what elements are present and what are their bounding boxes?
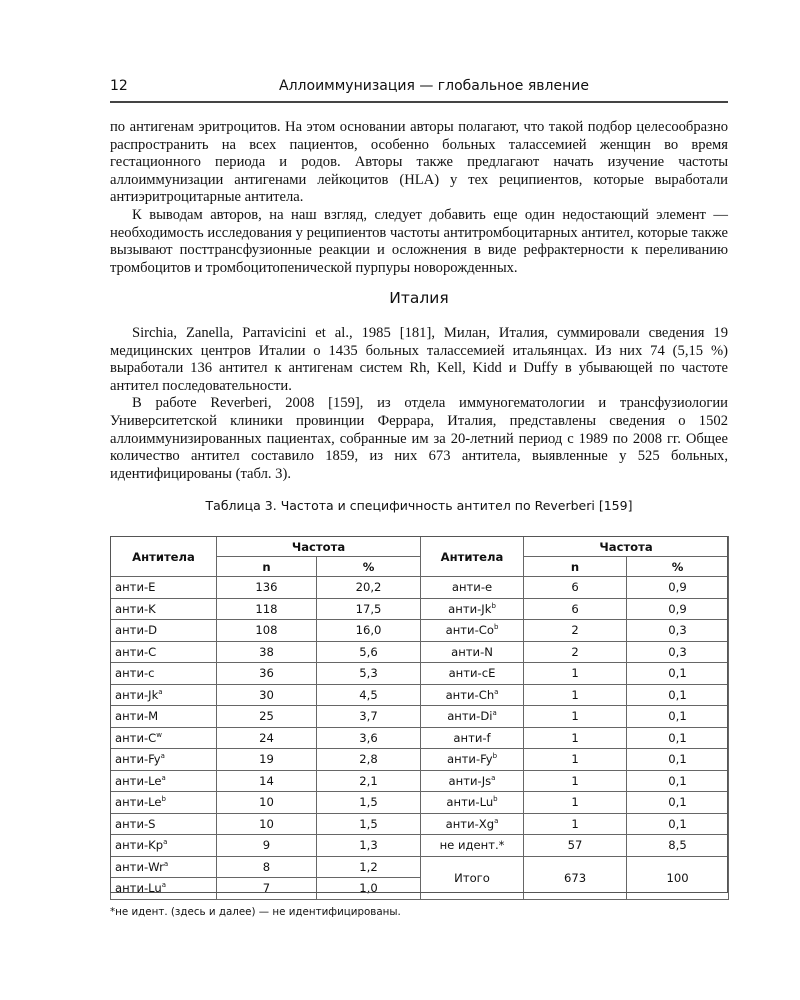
- percent-cell: 8,5: [627, 835, 729, 857]
- antibody-name: [421, 577, 524, 599]
- antibody-base: анти-e: [451, 580, 493, 595]
- percent-cell: 0,3: [627, 620, 729, 642]
- antibody-name: [111, 878, 217, 900]
- antibody-name: [111, 727, 217, 749]
- antibody-base: анти-Lu: [115, 881, 162, 896]
- antibody-name: [111, 663, 217, 685]
- antibody-name: [111, 577, 217, 599]
- antibody-name: [421, 663, 524, 685]
- table-row: [111, 770, 729, 792]
- percent-cell: 2,1: [317, 770, 421, 792]
- table-row: [111, 813, 729, 835]
- table-row: [111, 598, 729, 620]
- count-cell: 1: [524, 706, 627, 728]
- count-cell: 7: [217, 878, 317, 900]
- column-header-percent: %: [317, 557, 421, 577]
- column-header-n: n: [217, 557, 317, 577]
- antibody-base: анти-N: [451, 644, 493, 659]
- antibody-base: анти-Le: [115, 773, 162, 788]
- antibody-name: [421, 641, 524, 663]
- antibody-name: [421, 598, 524, 620]
- antigen-superscript: a: [494, 687, 499, 696]
- antigen-superscript: a: [492, 709, 497, 718]
- column-header-antibody: Антитела: [111, 537, 217, 577]
- antibody-name: [111, 620, 217, 642]
- percent-cell: 0,1: [627, 792, 729, 814]
- count-cell: 24: [217, 727, 317, 749]
- antigen-superscript: a: [163, 859, 169, 868]
- antibody-name: [421, 792, 524, 814]
- percent-cell: 3,7: [317, 706, 421, 728]
- antibody-base: анти-C: [115, 730, 157, 745]
- antigen-superscript: a: [161, 881, 167, 890]
- percent-cell: 3,6: [317, 727, 421, 749]
- antibody-base: анти-Xg: [445, 816, 495, 831]
- table-row: [111, 792, 729, 814]
- column-header-frequency: Частота: [217, 537, 421, 557]
- antigen-superscript: a: [161, 773, 166, 782]
- column-header-percent: %: [627, 557, 729, 577]
- count-cell: 1: [524, 749, 627, 771]
- header-rule: [110, 101, 728, 103]
- antigen-superscript: b: [492, 752, 498, 761]
- table-caption: Таблица 3. Частота и специфичность антител по Reverberi [159]: [205, 498, 633, 513]
- table-row: [111, 577, 729, 599]
- count-cell: 1: [524, 813, 627, 835]
- percent-cell: 0,1: [627, 813, 729, 835]
- antigen-superscript: a: [158, 687, 163, 696]
- antigen-superscript: b: [493, 623, 499, 632]
- antibody-base: анти-Wr: [115, 859, 164, 874]
- antigen-superscript: a: [491, 773, 496, 782]
- count-cell: 30: [217, 684, 317, 706]
- running-title: Аллоиммунизация — глобальное явление: [279, 78, 589, 94]
- paragraph: по антигенам эритроцитов. На этом основании авторы полагают, что такой подбор целесообразно распространить на всех пациентов, особенно больных талассемией женщин во время гестационного периода и родов. Авторы также предлагают начать изучение частоты аллоиммунизации антигенами лейкоцитов (HLA) у тех реципиентов, которые выработали антиэритроцитарные антитела.: [110, 119, 728, 206]
- page-number: 12: [110, 78, 128, 94]
- antigen-superscript: a: [160, 752, 165, 761]
- antibody-base: анти-S: [115, 816, 156, 831]
- percent-cell: 0,1: [627, 684, 729, 706]
- antibody-name: [421, 770, 524, 792]
- count-cell: 1: [524, 792, 627, 814]
- antibody-base: анти-Kp: [115, 838, 164, 853]
- percent-cell: 1,5: [317, 813, 421, 835]
- antibody-base: анти-Jk: [448, 601, 492, 616]
- antibody-name: [111, 598, 217, 620]
- antibody-name: [111, 641, 217, 663]
- count-cell: 6: [524, 577, 627, 599]
- count-cell: 10: [217, 813, 317, 835]
- antibody-frequency-table: [110, 536, 729, 900]
- antibody-name: [111, 856, 217, 878]
- count-cell: 108: [217, 620, 317, 642]
- percent-cell: 2,8: [317, 749, 421, 771]
- percent-cell: 1,5: [317, 792, 421, 814]
- antibody-base: анти-c: [115, 666, 155, 681]
- antibody-base: анти-M: [115, 709, 159, 724]
- percent-cell: 0,9: [627, 598, 729, 620]
- count-cell: 2: [524, 620, 627, 642]
- antigen-superscript: a: [163, 838, 168, 847]
- percent-cell: 0,1: [627, 727, 729, 749]
- table-footnote: *не идент. (здесь и далее) — не идентифицированы.: [110, 906, 401, 918]
- antibody-base: анти-Js: [448, 773, 492, 788]
- column-header-antibody: Антитела: [421, 537, 524, 577]
- section-heading: Италия: [389, 289, 449, 307]
- antigen-superscript: b: [161, 795, 166, 804]
- percent-cell: 4,5: [317, 684, 421, 706]
- count-cell: 2: [524, 641, 627, 663]
- column-header-n: n: [524, 557, 627, 577]
- percent-cell: 17,5: [317, 598, 421, 620]
- count-cell: 118: [217, 598, 317, 620]
- antibody-name: [111, 749, 217, 771]
- count-cell: 1: [524, 663, 627, 685]
- antibody-base: анти-Le: [115, 795, 162, 810]
- table-row: [111, 706, 729, 728]
- antibody-name: [421, 620, 524, 642]
- total-label: Итого: [421, 856, 524, 899]
- percent-cell: 1,2: [317, 856, 421, 878]
- table-row: [111, 835, 729, 857]
- antibody-name: [421, 727, 524, 749]
- count-cell: 9: [217, 835, 317, 857]
- table-row: [111, 641, 729, 663]
- antibody-name: [421, 835, 524, 857]
- antibody-base: анти-Jk: [115, 687, 159, 702]
- count-cell: 38: [217, 641, 317, 663]
- table-row: [111, 684, 729, 706]
- paragraph: В работе Reverberi, 2008 [159], из отдела иммуногематологии и трансфузиологии Университетской клиники провинции Феррара, Италия, представлены сведения о 1502 аллоиммунизированных пациентах, собранные им за 20-летний период с 1989 по 2008 гг. Общее количество антител составило 1859, из них 673 антитела, выявленные у 525 больных, идентифицированы (табл. 3).: [110, 395, 728, 482]
- count-cell: 14: [217, 770, 317, 792]
- percent-cell: 16,0: [317, 620, 421, 642]
- antibody-base: анти-Co: [445, 623, 494, 638]
- antigen-superscript: b: [493, 795, 498, 804]
- percent-cell: 0,1: [627, 770, 729, 792]
- table-row: [111, 727, 729, 749]
- count-cell: 1: [524, 727, 627, 749]
- paragraph: К выводам авторов, на наш взгляд, следует добавить еще один недостающий элемент — необходимость исследования у реципиентов частоты антитромбоцитарных антител, которые также вызывают посттрансфузионные реакции и осложнения в виде рефрактерности к переливанию тромбоцитов и тромбоцитопенической пурпуры новорожденных.: [110, 206, 728, 276]
- antibody-name: [421, 684, 524, 706]
- count-cell: 25: [217, 706, 317, 728]
- percent-cell: 0,9: [627, 577, 729, 599]
- table-row: [111, 620, 729, 642]
- percent-cell: 0,1: [627, 706, 729, 728]
- total-count: 673: [524, 856, 627, 899]
- antibody-base: анти-Fy: [115, 752, 161, 767]
- antibody-name: [421, 706, 524, 728]
- antibody-base: не идент.*: [439, 838, 505, 853]
- table-header-row: [111, 537, 729, 557]
- table-row: [111, 856, 729, 878]
- antibody-name: [111, 792, 217, 814]
- antigen-superscript: w: [156, 730, 162, 739]
- antibody-base: анти-C: [115, 644, 157, 659]
- percent-cell: 0,1: [627, 749, 729, 771]
- percent-cell: 5,3: [317, 663, 421, 685]
- antibody-base: анти-Ch: [445, 687, 495, 702]
- antibody-name: [111, 835, 217, 857]
- antibody-base: анти-f: [453, 730, 491, 745]
- percent-cell: 20,2: [317, 577, 421, 599]
- antibody-base: анти-D: [115, 623, 158, 638]
- percent-cell: 0,1: [627, 663, 729, 685]
- table-row: [111, 663, 729, 685]
- percent-cell: 1,3: [317, 835, 421, 857]
- antibody-name: [421, 813, 524, 835]
- count-cell: 1: [524, 770, 627, 792]
- antibody-base: анти-Fy: [446, 752, 493, 767]
- paragraph: Sirchia, Zanella, Parravicini et al., 1985 [181], Милан, Италия, суммировали сведения 19 медицинских центров Италии о 1435 больных талассемией итальянцах. Из них 74 (5,15 %) выработали 136 антител к антигенам систем Rh, Kell, Kidd и Duffy в убывающей по частоте антител последовательности.: [110, 325, 728, 394]
- antibody-base: анти-cE: [448, 666, 496, 681]
- antibody-base: анти-E: [115, 580, 156, 595]
- antibody-name: [111, 706, 217, 728]
- antibody-base: анти-Di: [447, 709, 493, 724]
- count-cell: 6: [524, 598, 627, 620]
- count-cell: 10: [217, 792, 317, 814]
- antibody-name: [111, 684, 217, 706]
- total-percent: 100: [627, 856, 729, 899]
- count-cell: 136: [217, 577, 317, 599]
- count-cell: 1: [524, 684, 627, 706]
- running-header: [110, 78, 728, 98]
- antibody-base: анти-Lu: [446, 795, 494, 810]
- table-row: [111, 749, 729, 771]
- count-cell: 8: [217, 856, 317, 878]
- count-cell: 57: [524, 835, 627, 857]
- antigen-superscript: a: [494, 816, 499, 825]
- percent-cell: 0,3: [627, 641, 729, 663]
- section-text: [110, 325, 728, 483]
- count-cell: 19: [217, 749, 317, 771]
- percent-cell: 1,0: [317, 878, 421, 900]
- antibody-base: анти-K: [115, 601, 156, 616]
- antibody-name: [421, 749, 524, 771]
- antibody-name: [111, 813, 217, 835]
- antigen-superscript: b: [491, 601, 496, 610]
- count-cell: 36: [217, 663, 317, 685]
- intro-text: [110, 119, 728, 277]
- antibody-name: [111, 770, 217, 792]
- percent-cell: 5,6: [317, 641, 421, 663]
- column-header-frequency: Частота: [524, 537, 729, 557]
